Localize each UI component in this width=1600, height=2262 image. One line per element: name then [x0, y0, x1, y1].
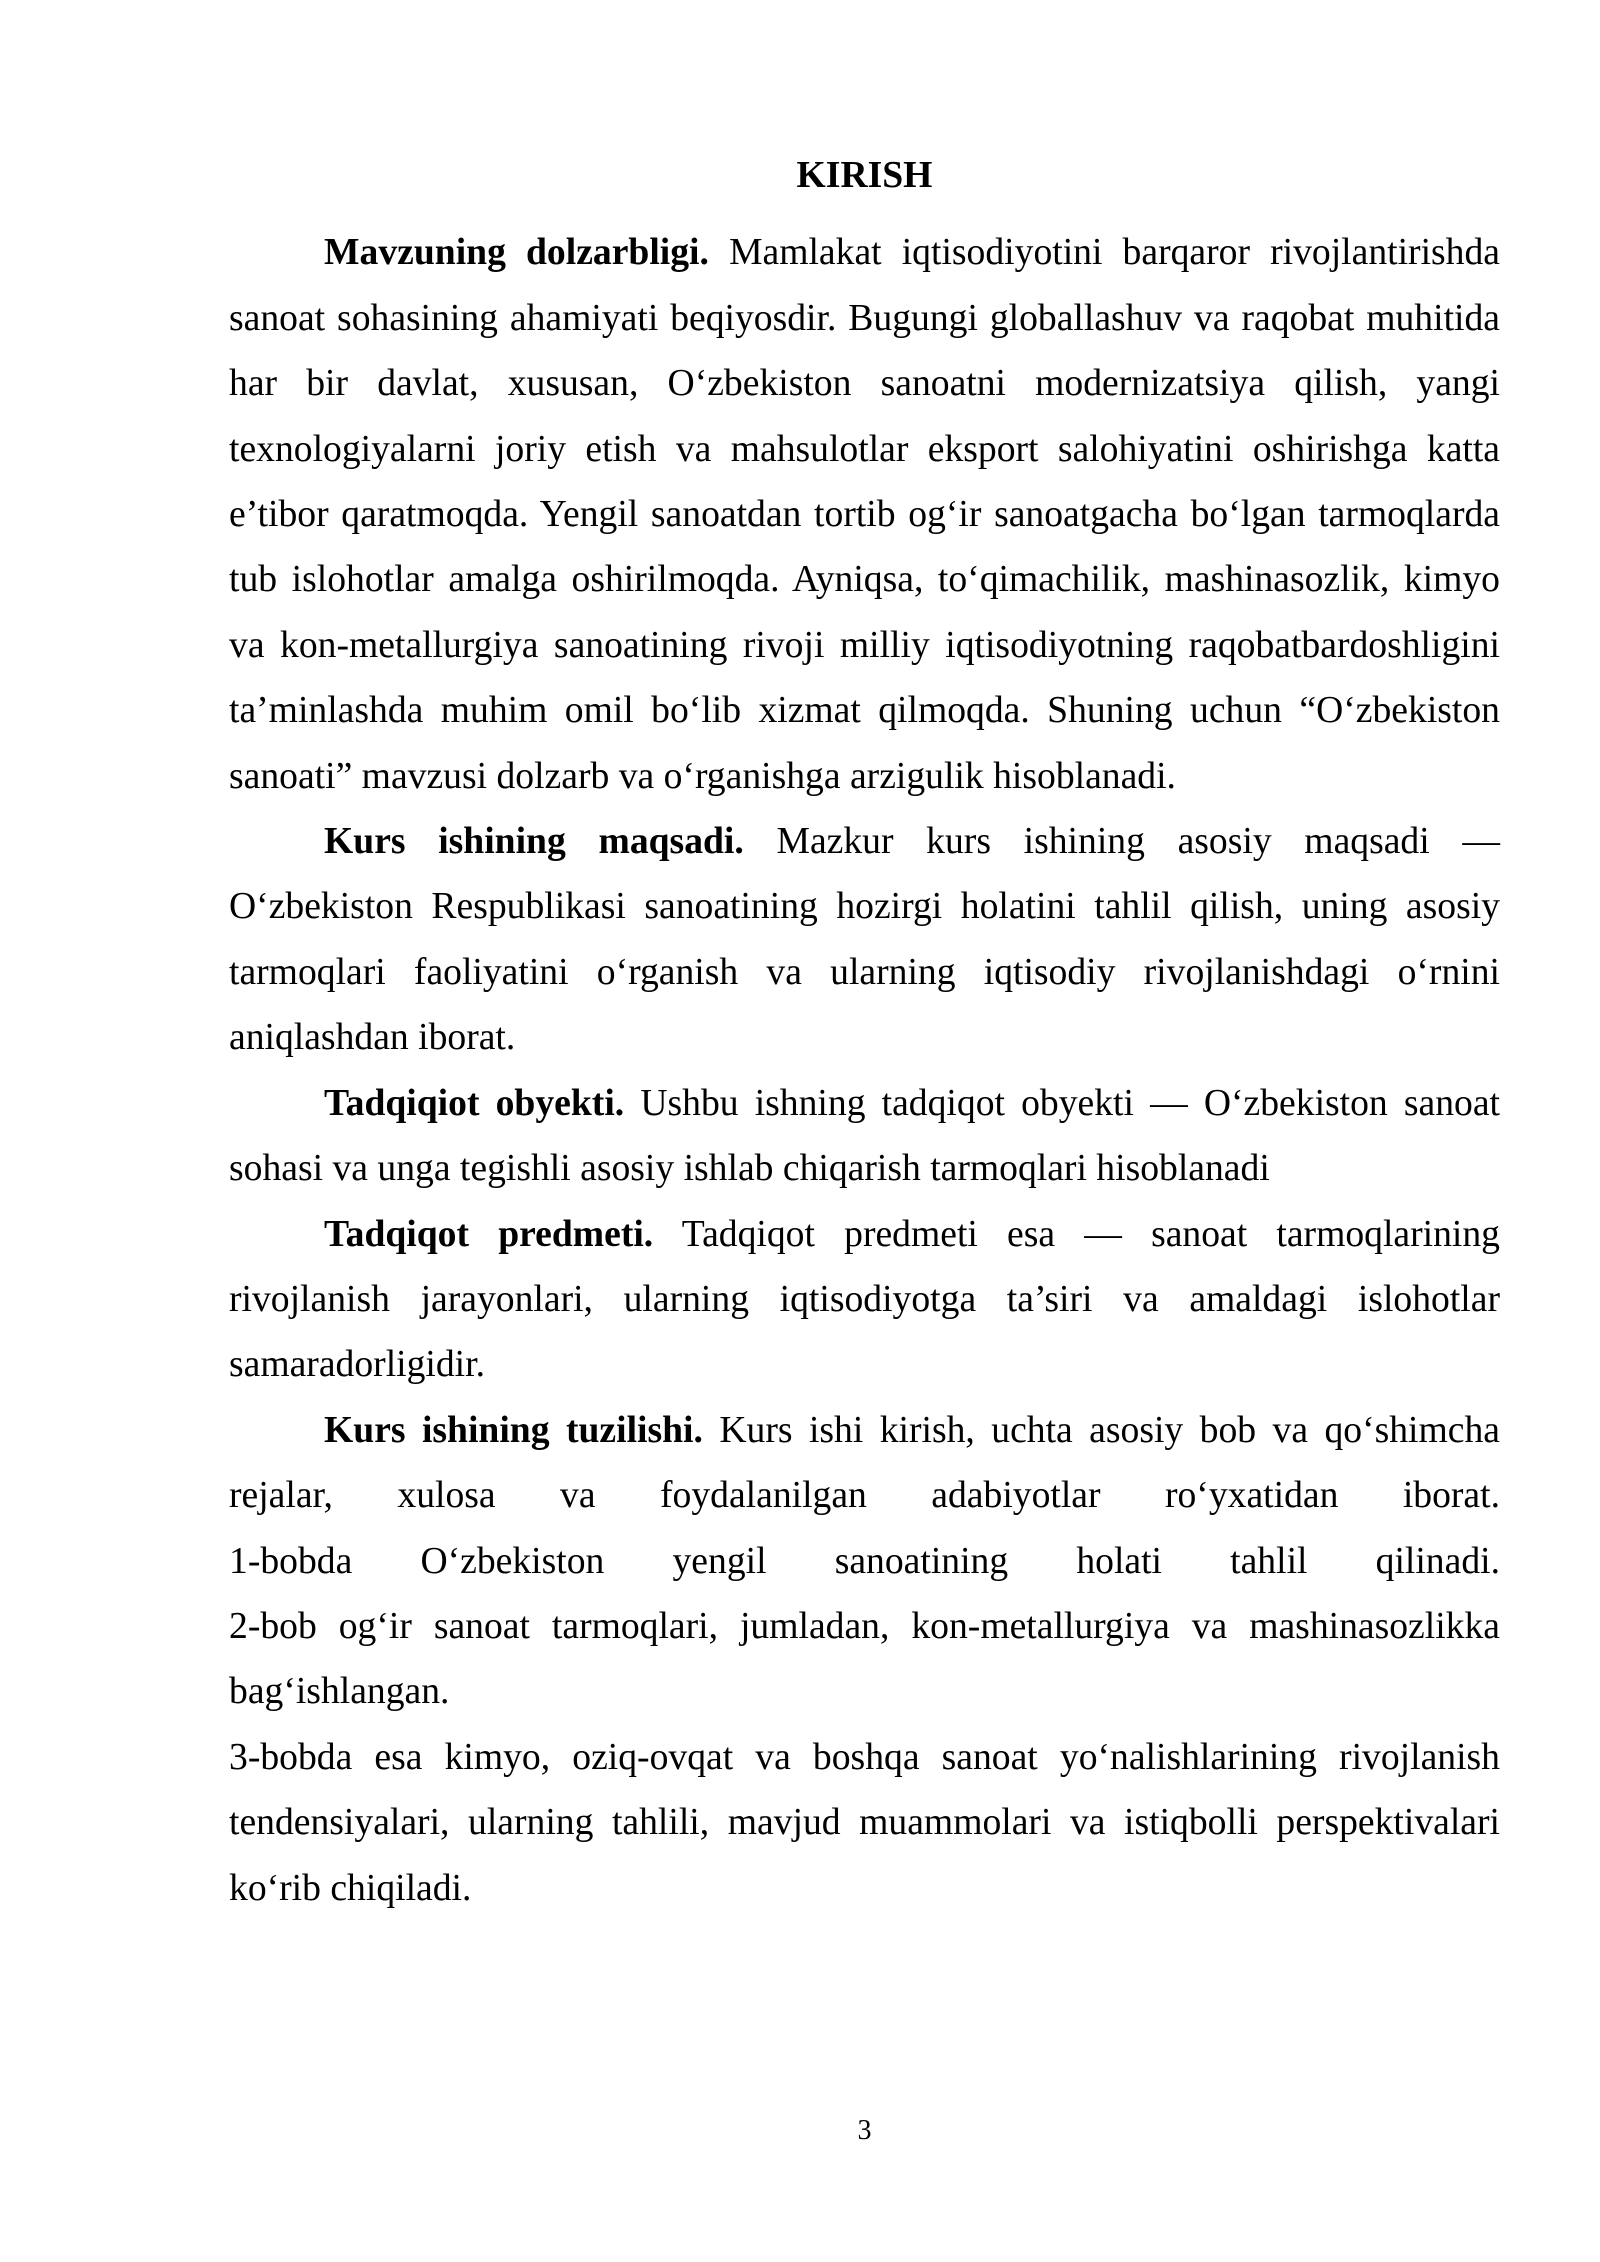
- paragraph-text: Kurs ishi kirish, uchta asosiy bob va qo‘shimcha rejalar, xulosa va foydalanilgan adabiyotlar ro‘yxatidan iborat.: [229, 1408, 1500, 1517]
- paragraph-text: Ushbu ishning tadqiqot obyekti — O‘zbekiston sanoat sohasi va unga tegishli asosiy ishlab chiqarish tarmoqlari hisoblanadi: [229, 1081, 1500, 1190]
- paragraph-text: Mamlakat iqtisodiyotini barqaror rivojlantirishda sanoat sohasining ahamiyati beqiyosdir. Bugungi globallashuv va raqobat muhitida har bir davlat, xususan, O‘zbekiston sanoatni modernizatsiya qilish, yangi texnologiyalarni joriy etish va mahsulotlar eksport salohiyatini oshirishga katta e’tibor qaratmoqda. Yengil sanoatdan tortib og‘ir sanoatgacha bo‘lgan tarmoqlarda tub islohotlar amalga oshirilmoqda. Ayniqsa, to‘qimachilik, mashinasozlik, kimyo va kon-metallurgiya sanoatining rivoji milliy iqtisodiyotning raqobatbardoshligini ta’minlashda muhim omil bo‘lib xizmat qilmoqda. Shuning uchun “O‘zbekiston sanoati” mavzusi dolzarb va o‘rganishga arzigulik hisoblanadi.: [229, 231, 1500, 797]
- page-body: [229, 143, 1500, 1921]
- paragraph-lead: Mavzuning dolzarbligi.: [324, 231, 709, 274]
- section-title: KIRISH: [796, 154, 933, 196]
- paragraph-lead: Kurs ishining maqsadi.: [324, 820, 744, 863]
- paragraph-segment-chapter-1: 1-bobda O‘zbekiston yengil sanoatining holati tahlil qilinadi.: [229, 1539, 1500, 1582]
- paragraph-relevance: [229, 220, 1500, 809]
- paragraph-lead: Tadqiqiot obyekti.: [324, 1081, 625, 1124]
- paragraph-segment-chapter-2: 2-bob og‘ir sanoat tarmoqlari, jumladan, kon-metallurgiya va mashinasozlikka bag‘ishlangan.: [229, 1604, 1500, 1713]
- paragraph-research-object: [229, 1071, 1500, 1202]
- paragraph-goal: [229, 809, 1500, 1071]
- paragraph-structure: [229, 1398, 1500, 1725]
- paragraph-lead: Tadqiqot predmeti.: [324, 1212, 654, 1255]
- paragraph-chapter-3: 3-bobda esa kimyo, oziq-ovqat va boshqa sanoat yo‘nalishlarining rivojlanish tendensiyalari, ularning tahlili, mavjud muammolari va istiqbolli perspektivalari ko‘rib chiqiladi.: [229, 1735, 1500, 1909]
- paragraph-lead: Kurs ishining tuzilishi.: [324, 1408, 703, 1451]
- paragraph-text: Mazkur kurs ishining asosiy maqsadi — O‘zbekiston Respublikasi sanoatining hozirgi holatini tahlil qilish, uning asosiy tarmoqlari faoliyatini o‘rganish va ularning iqtisodiy rivojlanishdagi o‘rnini aniqlashdan iborat.: [229, 820, 1500, 1059]
- paragraph-segment: [229, 1398, 1500, 1529]
- page-number: 3: [857, 2115, 872, 2146]
- paragraph-research-subject: [229, 1202, 1500, 1398]
- paragraph-text: Tadqiqot predmeti esa — sanoat tarmoqlarining rivojlanish jarayonlari, ularning iqtisodiyotga ta’siri va amaldagi islohotlar samaradorligidir.: [229, 1212, 1500, 1386]
